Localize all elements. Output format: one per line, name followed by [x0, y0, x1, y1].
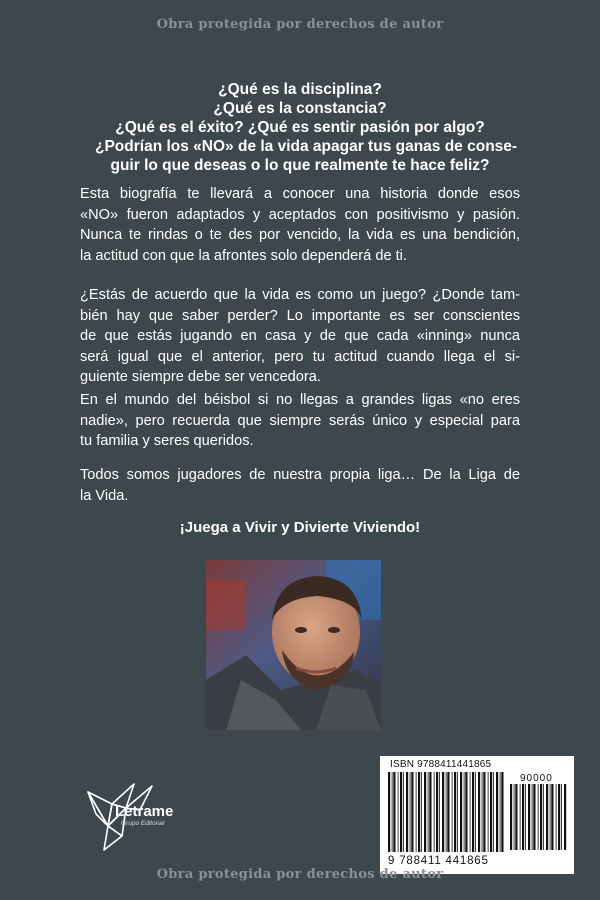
- question-line: ¿Qué es la disciplina?: [218, 81, 382, 98]
- copyright-watermark-top: Obra protegida por derechos de autor: [156, 17, 444, 32]
- text-line: Esta biografía te llevará a conocer una historia donde esos: [80, 186, 520, 202]
- blurb-paragraph-4: [80, 465, 520, 506]
- blurb-paragraph-2: [80, 285, 520, 388]
- text-line: ¿Estás de acuerdo que la vida es como un juego? ¿Donde tam-: [80, 287, 520, 303]
- text-line: de que estás jugando en casa y de que cada «inning» nunca: [80, 328, 520, 344]
- blurb-paragraph-3: [80, 390, 520, 452]
- text-line: tu familia y seres queridos.: [80, 433, 254, 449]
- text-line: Nunca te rindas o te des por vencido, la vida es una bendición,: [80, 227, 520, 243]
- text-line: En el mundo del béisbol si no llegas a grandes ligas «no eres: [80, 392, 520, 408]
- price-barcode-bars: [510, 784, 568, 850]
- publisher-subtitle: Grupo Editorial: [121, 820, 165, 827]
- slogan: ¡Juega a Vivir y Divierte Viviendo!: [179, 519, 421, 536]
- text-line: bién hay que saber perder? Lo importante es ser conscientes: [80, 307, 520, 324]
- text-line: la Vida.: [80, 487, 129, 504]
- isbn-barcode: [380, 756, 574, 874]
- text-line: será igual que el anterior, pero tu actitud cuando llega el si-: [80, 348, 520, 365]
- barcode-bars: [388, 772, 504, 852]
- publisher-name: Letrame: [115, 803, 174, 820]
- barcode-digits: 9 788411 441865: [388, 855, 489, 867]
- author-photo: [206, 560, 381, 730]
- text-line: nadie», pero recuerda que siempre serás único y especial para: [80, 412, 520, 429]
- text-line: Todos somos jugadores de nuestra propia liga… De la Liga de: [80, 467, 520, 483]
- blurb-paragraph-1: [80, 184, 520, 266]
- question-line: ¿Qué es el éxito? ¿Qué es sentir pasión por algo?: [115, 119, 485, 136]
- isbn-label: ISBN 9788411441865: [390, 759, 492, 770]
- price-code: 90000: [520, 773, 553, 784]
- copyright-watermark-bottom: Obra protegida por derechos de autor: [156, 867, 444, 882]
- text-line: «NO» fueron adaptados y aceptados con positivismo y pasión.: [80, 206, 520, 223]
- question-line: ¿Podrían los «NO» de la vida apagar tus ganas de conse-: [95, 138, 518, 155]
- text-line: guiente siempre debe ser vencedora.: [80, 369, 321, 385]
- text-line: la actitud con que la afrontes solo dependerá de ti.: [80, 247, 407, 264]
- back-cover-questions: [95, 80, 518, 175]
- question-line: guir lo que deseas o lo que realmente te hace feliz?: [110, 157, 490, 174]
- question-line: ¿Qué es la constancia?: [213, 100, 387, 117]
